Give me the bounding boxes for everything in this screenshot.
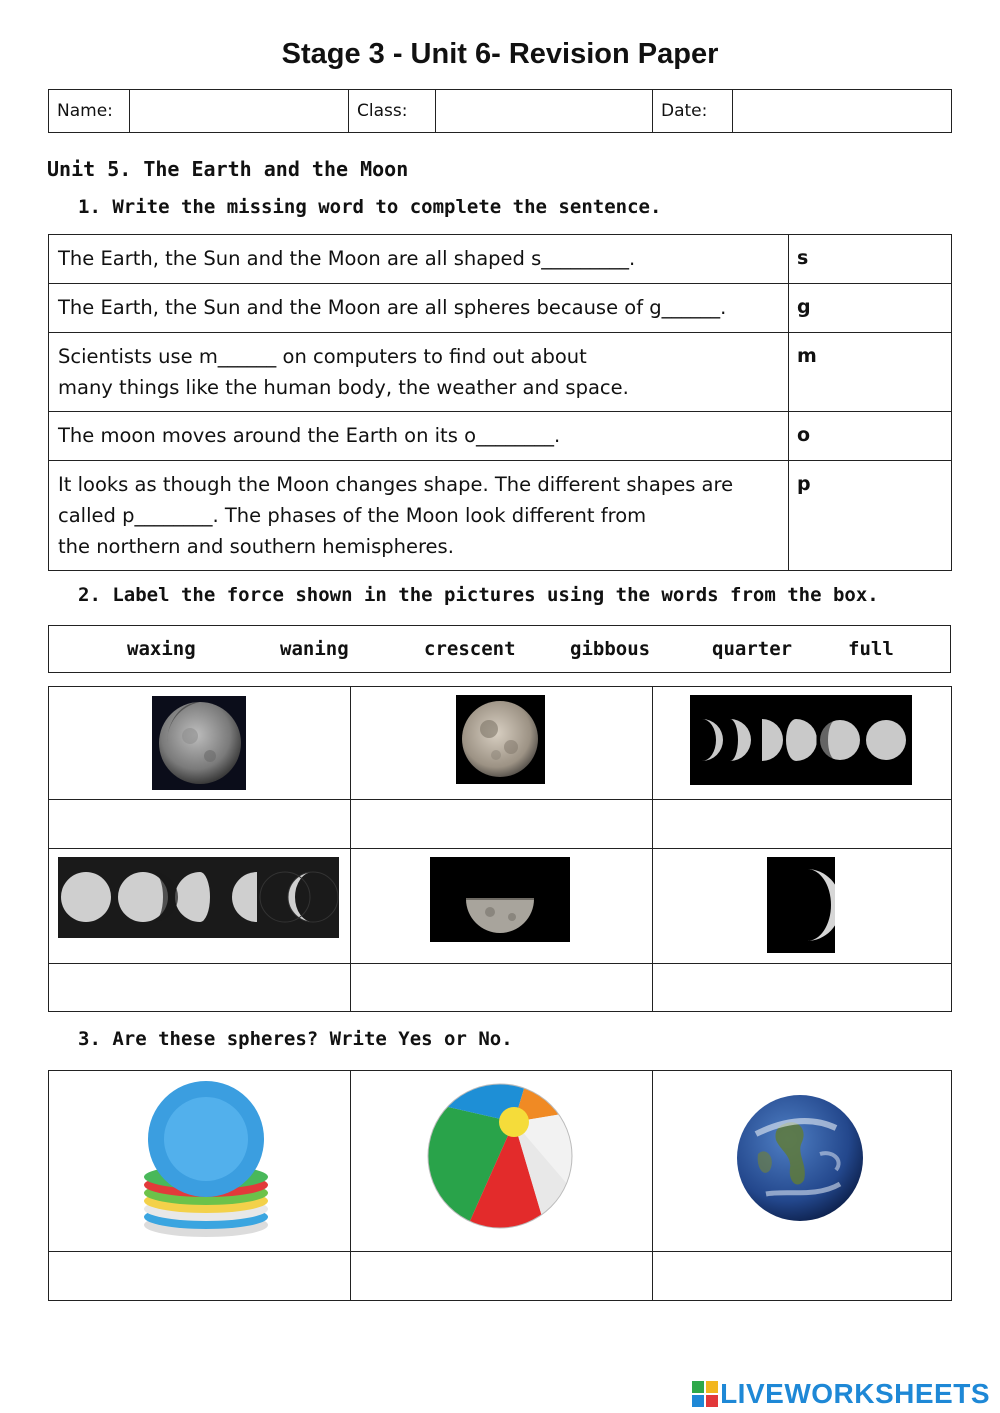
missing-word-table — [48, 234, 952, 571]
answer-cell[interactable] — [49, 964, 351, 1012]
word-bank — [48, 625, 951, 673]
answer-cell[interactable] — [653, 964, 952, 1012]
answer-cell-m[interactable] — [789, 333, 952, 412]
earth-image — [736, 1094, 864, 1222]
crescent-moon-image — [767, 857, 835, 953]
date-label: Date: — [653, 90, 733, 133]
half-moon-image — [430, 857, 570, 942]
word-bank-item: waxing — [127, 638, 196, 660]
sentence-line: Scientists use m______ on computers to find out about — [58, 345, 587, 368]
letter-hint: o — [797, 424, 811, 446]
sentence-cell: The Earth, the Sun and the Moon are all shaped s_________. — [49, 235, 789, 284]
class-label: Class: — [349, 90, 436, 133]
word-bank-item: full — [848, 638, 894, 660]
sentence-line: It looks as though the Moon changes shape. The different shapes are — [58, 473, 734, 496]
waxing-phases-image — [690, 695, 912, 785]
page-title: Stage 3 - Unit 6- Revision Paper — [281, 38, 719, 70]
sentence-cell: The Earth, the Sun and the Moon are all spheres because of g______. — [49, 284, 789, 333]
sentence-cell — [49, 461, 789, 571]
date-field[interactable] — [733, 90, 952, 133]
sentence-cell — [49, 333, 789, 412]
answer-cell[interactable] — [49, 1252, 351, 1301]
sentence-line: the northern and southern hemispheres. — [58, 535, 454, 558]
plates-image — [136, 1077, 276, 1241]
word-bank-item: quarter — [712, 638, 793, 660]
sentence-line: many things like the human body, the weather and space. — [58, 376, 629, 399]
letter-hint: p — [797, 473, 811, 495]
beach-ball-image — [426, 1082, 574, 1230]
question-3-instruction: 3. Are these spheres? Write Yes or No. — [78, 1028, 513, 1050]
word-bank-item: waning — [280, 638, 349, 660]
sentence-line: called p________. The phases of the Moon look different from — [58, 504, 647, 527]
word-bank-item: crescent — [424, 638, 516, 660]
letter-hint: s — [797, 247, 809, 269]
word-bank-item: gibbous — [570, 638, 651, 660]
unit-heading: Unit 5. The Earth and the Moon — [47, 157, 409, 181]
answer-cell-p[interactable] — [789, 461, 952, 571]
liveworksheets-logo — [692, 1378, 990, 1410]
gibbous-moon-image — [152, 696, 246, 790]
answer-cell[interactable] — [653, 800, 952, 849]
answer-cell[interactable] — [351, 800, 653, 849]
question-1-instruction: 1. Write the missing word to complete the sentence. — [78, 196, 662, 218]
answer-cell[interactable] — [351, 1252, 653, 1301]
logo-text: LIVEWORKSHEETS — [720, 1378, 990, 1409]
student-info-table — [48, 89, 952, 133]
question-2-instruction: 2. Label the force shown in the pictures using the words from the box. — [78, 584, 879, 606]
logo-icon — [692, 1381, 718, 1407]
letter-hint: m — [797, 345, 817, 367]
answer-cell[interactable] — [49, 800, 351, 849]
sentence-cell: The moon moves around the Earth on its o________. — [49, 412, 789, 461]
waning-phases-image — [58, 857, 339, 938]
answer-cell-s[interactable] — [789, 235, 952, 284]
answer-cell-g[interactable] — [789, 284, 952, 333]
answer-cell[interactable] — [351, 964, 653, 1012]
answer-cell-o[interactable] — [789, 412, 952, 461]
class-field[interactable] — [436, 90, 653, 133]
name-label: Name: — [49, 90, 130, 133]
full-moon-image — [456, 695, 545, 784]
letter-hint: g — [797, 296, 811, 318]
answer-cell[interactable] — [653, 1252, 952, 1301]
name-field[interactable] — [130, 90, 349, 133]
